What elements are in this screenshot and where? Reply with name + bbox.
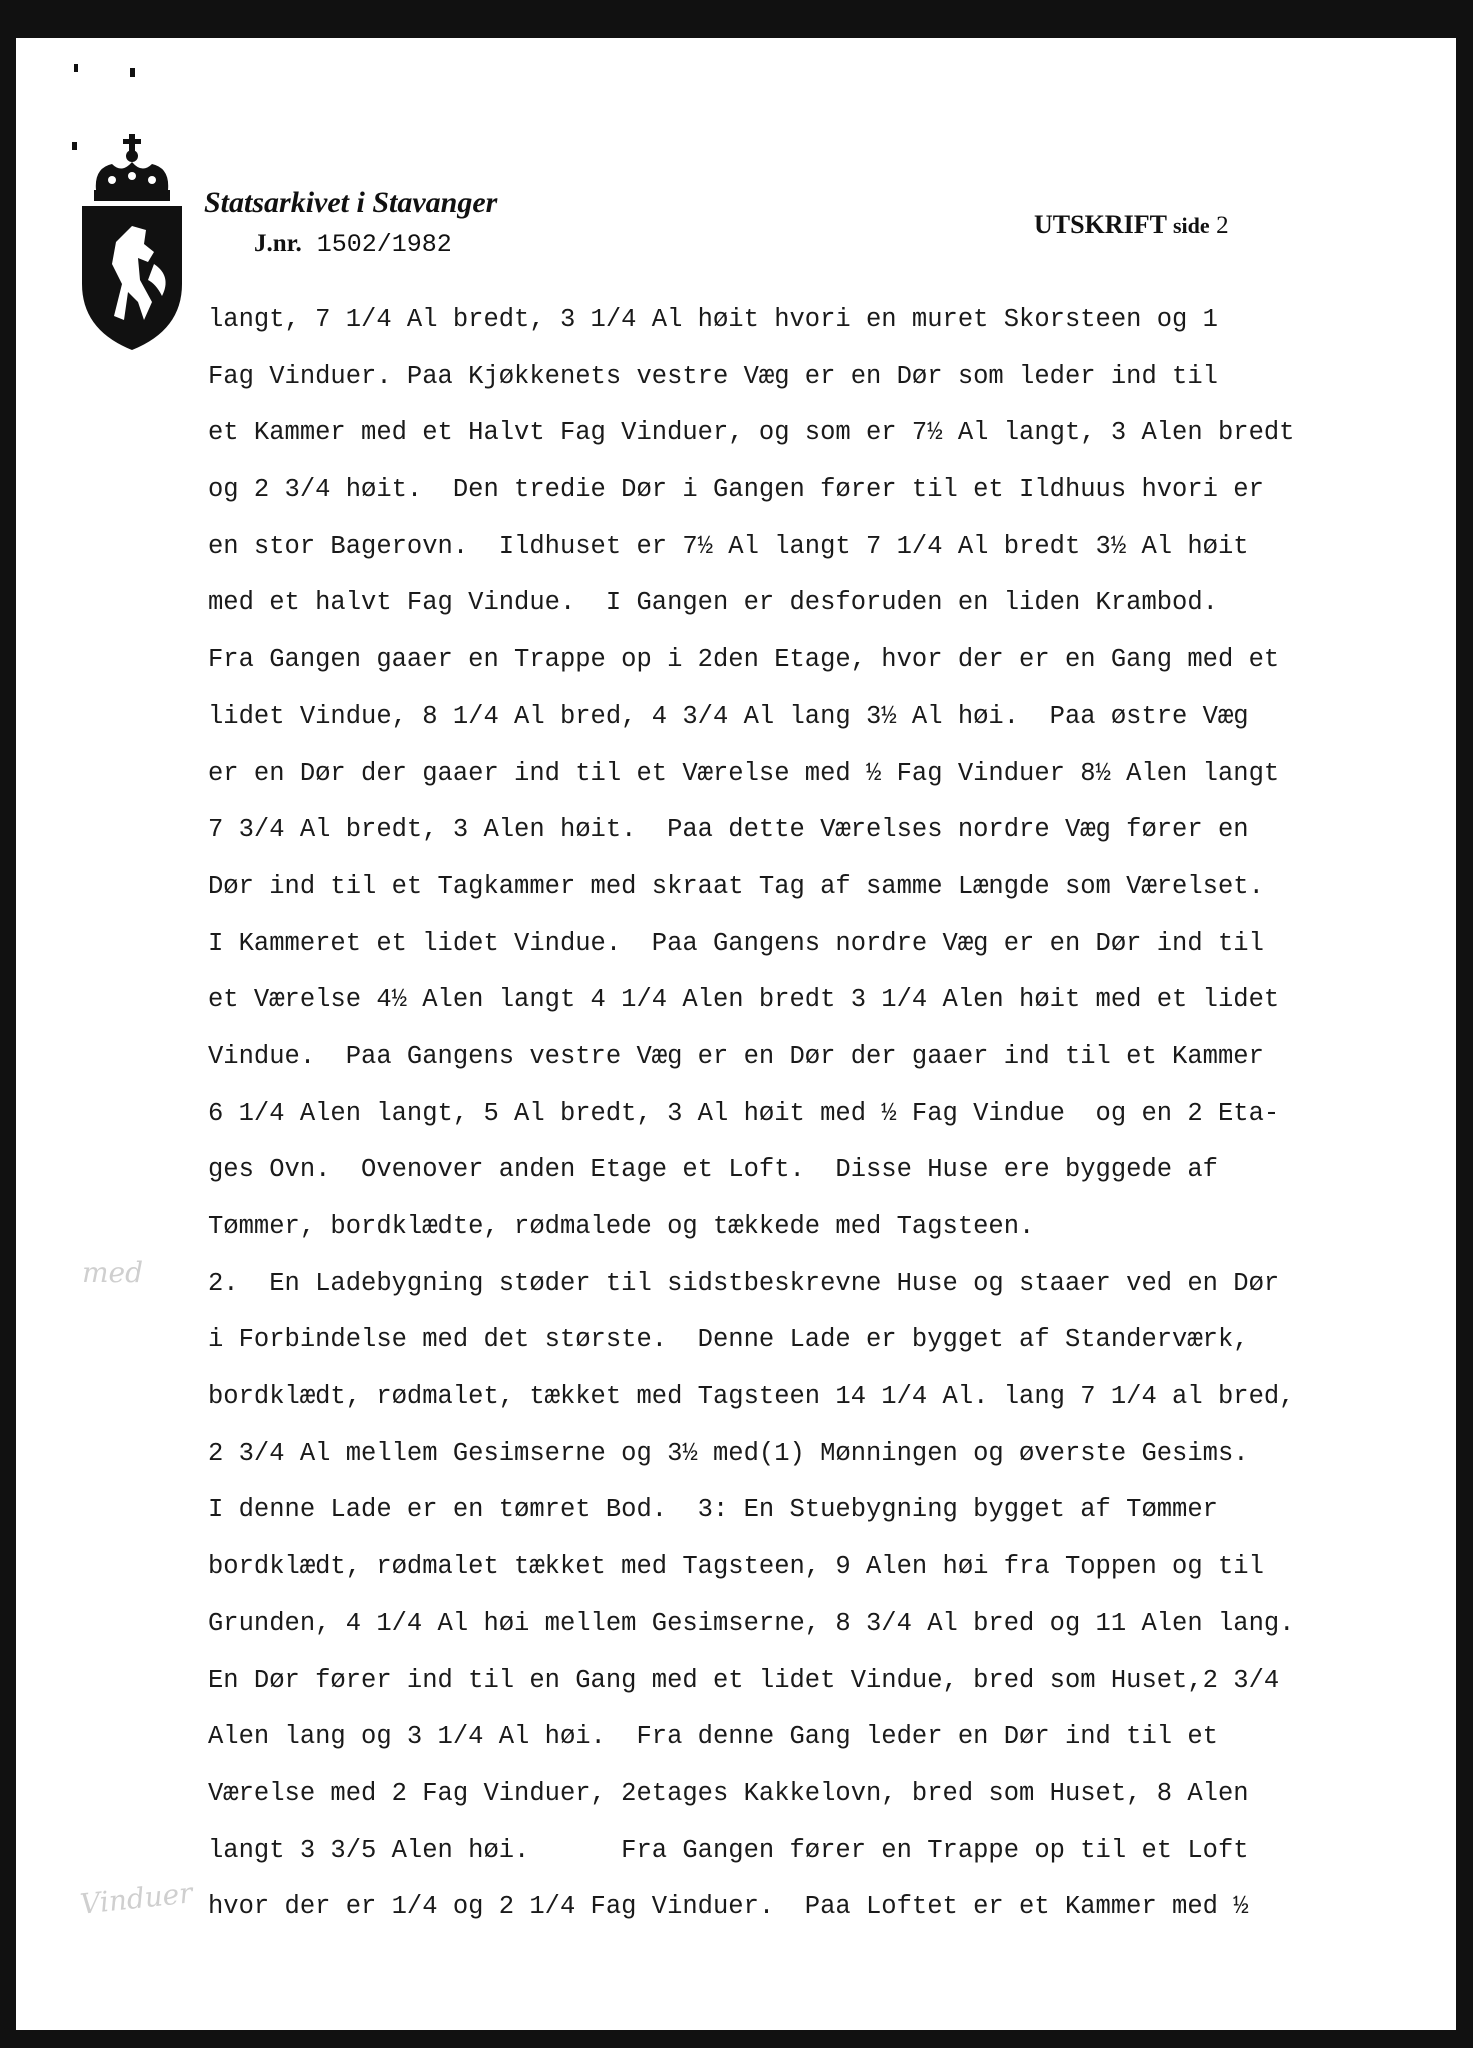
text-line: I Kammeret et lidet Vindue. Paa Gangens nordre Væg er en Dør ind til xyxy=(208,928,1264,958)
margin-note-med: med xyxy=(82,1256,144,1289)
text-line: med et halvt Fag Vindue. I Gangen er desforuden en liden Krambod. xyxy=(208,588,1218,618)
journal-number xyxy=(254,230,452,259)
side-number: 2 xyxy=(1216,212,1229,239)
text-line: Vindue. Paa Gangens vestre Væg er en Dør der gaaer ind til et Kammer xyxy=(208,1041,1264,1071)
jnr-value: 1502/1982 xyxy=(316,230,452,259)
coat-of-arms-icon xyxy=(82,134,182,352)
text-line: langt 3 3/5 Alen høi. Fra Gangen fører en Trappe op til et Loft xyxy=(208,1835,1249,1865)
text-line: i Forbindelse med det største. Denne Lade er bygget af Standerværk, xyxy=(208,1325,1249,1355)
text-line: I denne Lade er en tømret Bod. 3: En Stuebygning bygget af Tømmer xyxy=(208,1495,1218,1525)
text-line: lidet Vindue, 8 1/4 Al bred, 4 3/4 Al lang 3½ Al høi. Paa østre Væg xyxy=(208,701,1249,731)
transcript-text xyxy=(208,292,1294,1936)
document-page xyxy=(16,38,1456,2030)
jnr-label: J.nr. xyxy=(254,230,302,257)
text-line: Tømmer, bordklædte, rødmalede og tækkede med Tagsteen. xyxy=(208,1212,1035,1241)
text-line: en stor Bagerovn. Ildhuset er 7½ Al langt 7 1/4 Al bredt 3½ Al høit xyxy=(208,531,1249,561)
text-line: Alen lang og 3 1/4 Al høi. Fra denne Gang leder en Dør ind til et xyxy=(208,1722,1218,1752)
page-label xyxy=(1034,210,1229,240)
side-label: side xyxy=(1172,213,1210,238)
text-line: En Dør fører ind til en Gang med et lidet Vindue, bred som Huset,2 3/4 xyxy=(208,1665,1280,1695)
text-line: 2 3/4 Al mellem Gesimserne og 3½ med(1) Mønningen og øverste Gesims. xyxy=(208,1438,1249,1468)
text-line: hvor der er 1/4 og 2 1/4 Fag Vinduer. Paa Loftet er et Kammer med ½ xyxy=(208,1892,1249,1922)
utskrift-label: UTSKRIFT xyxy=(1034,210,1167,239)
text-line: bordklædt, rødmalet tækket med Tagsteen, 9 Alen høi fra Toppen og til xyxy=(208,1552,1264,1582)
text-line: 7 3/4 Al bredt, 3 Alen høit. Paa dette Værelses nordre Væg fører en xyxy=(208,815,1249,845)
text-line: Grunden, 4 1/4 Al høi mellem Gesimserne, 8 3/4 Al bred og 11 Alen lang. xyxy=(208,1608,1295,1638)
text-line: ges Ovn. Ovenover anden Etage et Loft. Disse Huse ere byggede af xyxy=(208,1155,1218,1185)
text-line: og 2 3/4 høit. Den tredie Dør i Gangen fører til et Ildhuus hvori er xyxy=(208,475,1264,505)
text-line: Fag Vinduer. Paa Kjøkkenets vestre Væg er en Dør som leder ind til xyxy=(208,361,1218,391)
text-line: bordklædt, rødmalet, tækket med Tagsteen 14 1/4 Al. lang 7 1/4 al bred, xyxy=(208,1382,1295,1412)
text-line: Fra Gangen gaaer en Trappe op i 2den Etage, hvor der er en Gang med et xyxy=(208,645,1280,675)
text-line: 2. En Ladebygning støder til sidstbeskrevne Huse og staaer ved en Dør xyxy=(208,1268,1280,1298)
text-line: 6 1/4 Alen langt, 5 Al bredt, 3 Al høit med ½ Fag Vindue og en 2 Eta- xyxy=(208,1098,1280,1128)
margin-note-vinduer: Vinduer xyxy=(78,1876,195,1921)
scan-mark xyxy=(130,68,135,77)
text-line: langt, 7 1/4 Al bredt, 3 1/4 Al høit hvori en muret Skorsteen og 1 xyxy=(208,305,1218,334)
archive-name: Statsarkivet i Stavanger xyxy=(204,186,498,219)
scan-mark xyxy=(72,142,77,150)
scan-mark xyxy=(74,64,78,72)
text-line: et Kammer med et Halvt Fag Vinduer, og som er 7½ Al langt, 3 Alen bredt xyxy=(208,418,1295,448)
text-line: et Værelse 4½ Alen langt 4 1/4 Alen bredt 3 1/4 Alen høit med et lidet xyxy=(208,985,1280,1015)
text-line: er en Dør der gaaer ind til et Værelse med ½ Fag Vinduer 8½ Alen langt xyxy=(208,758,1280,788)
text-line: Værelse med 2 Fag Vinduer, 2etages Kakkelovn, bred som Huset, 8 Alen xyxy=(208,1778,1249,1808)
text-line: Dør ind til et Tagkammer med skraat Tag af samme Længde som Værelset. xyxy=(208,871,1264,901)
